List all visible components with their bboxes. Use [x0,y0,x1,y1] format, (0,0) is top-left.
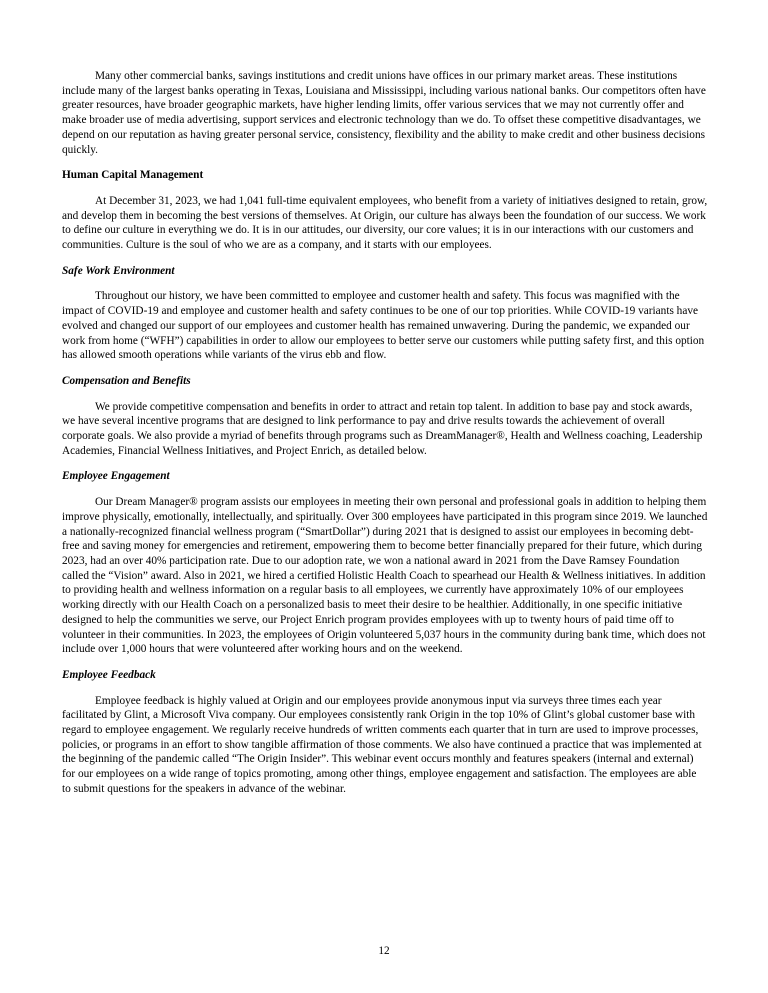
paragraph-safe-work-environment: Throughout our history, we have been committed to employee and customer health and safety. This focus was magnified with the impact of COVID-19 and employee and customer health and safety continues to be one of our top priorities. While COVID-19 variants have evolved and changed our support of our employees and customer health has remained unwavering. During the pandemic, we expanded our work from home (“WFH”) capabilities in order to allow our employees to better serve our customers while putting safety first, and this option has allowed smooth operations while variants of the virus ebb and flow. [62,290,705,362]
paragraph-employee-feedback: Employee feedback is highly valued at Origin and our employees provide anonymous input via surveys three times each year facilitated by Glint, a Microsoft Viva company. Our employees consistently rank Origin in the top 10% of Glint’s global customer base with regard to employee engagement. We regularly receive hundreds of written comments each quarter that in turn are used to improve processes, policies, or programs in an effort to show tangible affirmation of those comments. We also have continued a practice that was implemented at the beginning of the pandemic called “The Origin Insider”. This webinar event occurs monthly and features speakers (internal and external) for our employees on a wide range of topics promoting, among other things, employee engagement and satisfaction. The employees are able to submit questions for the speakers in advance of the webinar. [62,694,702,795]
paragraph-employee-count-culture: At December 31, 2023, we had 1,041 full-time equivalent employees, who benefit from a variety of initiatives designed to retain, grow, and develop them in becoming the best versions of themselves. At Origin, our culture has always been the foundation of our success. We work to define our culture in everything we do. It is in our attitudes, our diversity, our core values; it is in our interactions with our customers and communities. Culture is the soul of who we are as a company, and it starts with our employees. [62,194,708,252]
section-heading-employee-engagement: Employee Engagement [62,470,170,483]
section-heading-employee-feedback: Employee Feedback [62,668,156,681]
paragraph-compensation-and-benefits: We provide competitive compensation and benefits in order to attract and retain top talent. In addition to base pay and stock awards, we have several incentive programs that are designed to link performance to pay and drive results towards the achievement of overall corporate goals. We also provide a myriad of benefits through programs such as DreamManager®, Health and Wellness coaching, Leadership Academies, Financial Wellness Initiatives, and Project Enrich, as detailed below. [62,400,703,457]
paragraph-employee-engagement: Our Dream Manager® program assists our employees in meeting their own personal and professional goals in addition to helping them improve physically, emotionally, intellectually, and spiritually. Over 300 employees have participated in this program since 2019. We launched a nationally-recognized financial wellness program (“SmartDollar”) during 2021 that is designed to assist our employees in becoming debt-free and saving money for emergencies and retirement, empowering them to become better financially prepared for their future, which during 2023, had an over 40% participation rate. Due to our adoption rate, we won a national award in 2021 from the Dave Ramsey Foundation called the “Vision” award. Also in 2021, we hired a certified Holistic Health Coach to spearhead our Health & Wellness initiatives. In addition to providing health and wellness information on a regular basis to all employees, we currently have approximately 10% of our employees working directly with our Health Coach on a personalized basis to meet their desire to be healthier. Additionally, in one specific initiative designed to help the communities we serve, our Project Enrich program provides employees with up to twenty hours of paid time off to volunteer in their communities. In 2023, the employees of Origin volunteered 5,037 hours in the community during bank time, which does not include over 1,000 hours that were volunteered after working hours and on the weekend. [62,496,708,656]
section-heading-compensation-and-benefits: Compensation and Benefits [62,374,191,387]
section-heading-human-capital-management: Human Capital Management [62,169,204,182]
section-heading-safe-work-environment: Safe Work Environment [62,264,175,277]
page-number: 12 [378,945,390,957]
paragraph-competition: Many other commercial banks, savings institutions and credit unions have offices in our primary market areas. These institutions include many of the largest banks operating in Texas, Louisiana and Mississippi, including various national banks. Our competitors often have greater resources, have broader geographic markets, have higher lending limits, offer various services that we may not currently offer and make broader use of media advertising, support services and electronic technology than we do. To offset these competitive disadvantages, we depend on our reputation as having greater personal service, consistency, flexibility and the ability to make credit and other business decisions quickly. [62,70,706,156]
